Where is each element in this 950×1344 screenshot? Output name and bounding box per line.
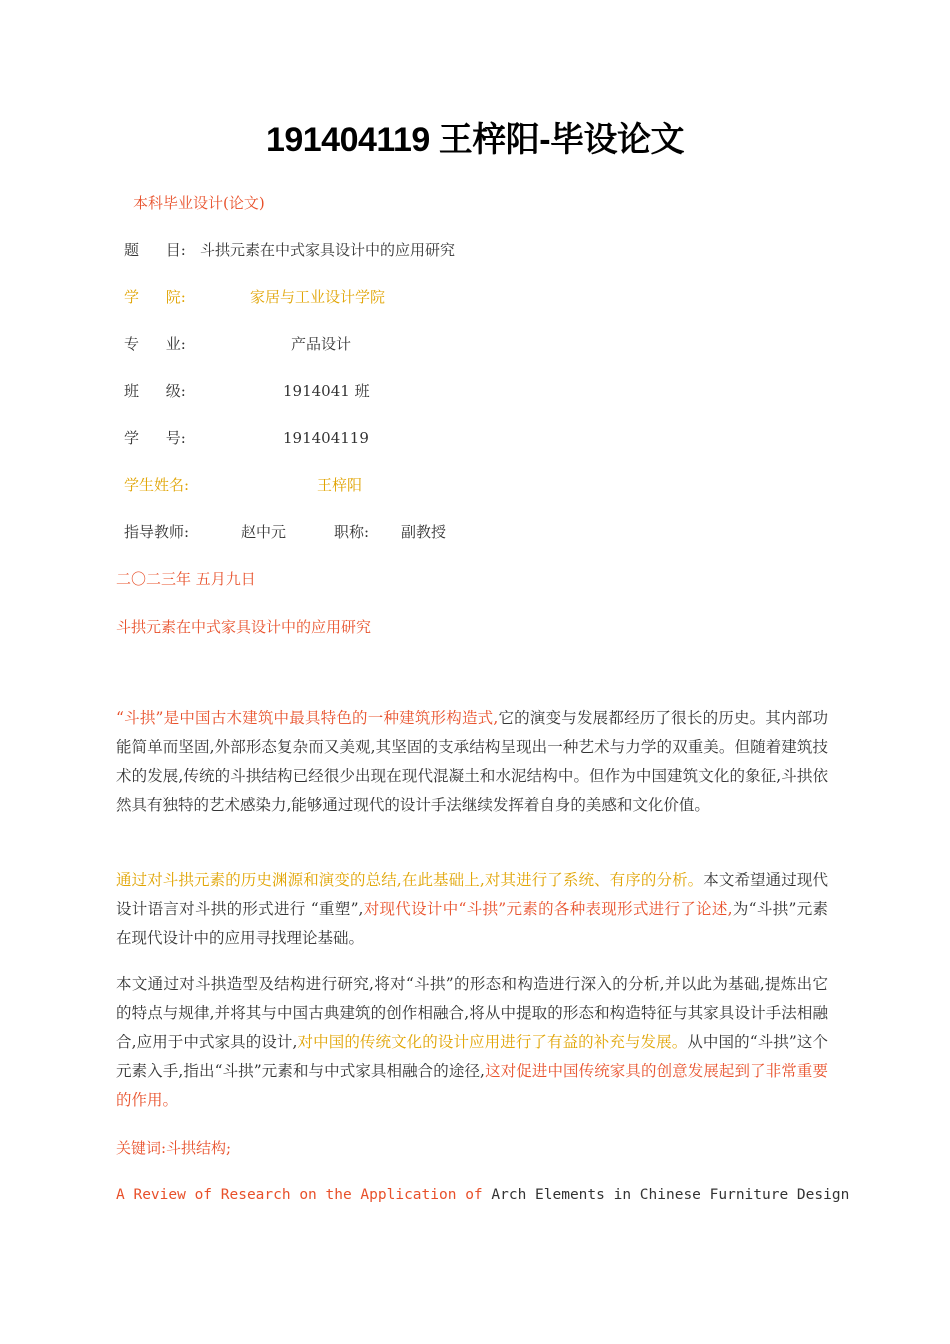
keywords: 关键词:斗拱结构;	[116, 1139, 232, 1157]
student-id-row	[124, 428, 369, 448]
document-title: 191404119 王梓阳-毕设论文	[265, 121, 685, 159]
rank-value: 副教授	[401, 523, 447, 541]
cover-heading: 本科毕业设计(论文)	[133, 194, 265, 212]
abstract-paragraph-1	[116, 704, 828, 820]
student-id-value: 191404119	[283, 429, 369, 447]
abstract-paragraph-2	[116, 866, 828, 953]
college-value: 家居与工业设计学院	[250, 288, 386, 306]
student-name-label: 学生姓名:	[124, 476, 190, 494]
topic-row	[124, 240, 455, 260]
topic-label: 题 目:	[124, 241, 186, 259]
p1-highlight: “斗拱”是中国古木建筑中最具特色的一种建筑形构造式,	[116, 709, 499, 727]
p2-highlight-orange: 对现代设计中“斗拱”元素的各种表现形式进行了论述,	[363, 900, 733, 918]
class-row	[124, 381, 370, 401]
p3-highlight-orange: 这对促进中国传统家具的创意发展起到了非常重要的作用。	[116, 1062, 828, 1109]
p2-mid: 本文希望通过现代设计语言对斗拱的形式进行 “重塑”,	[116, 871, 828, 918]
english-title-part-1: A Review of Research on the Application of	[116, 1187, 483, 1203]
p3-start: 本文通过对斗拱造型及结构进行研究,将对“斗拱”的形态和构造进行深入的分析,并以此为基础,提炼出它的特点与规律,并将其与中国古典建筑的创作相融合,将从中提取的形态和构造特征与其家具设计手法相融合,应用于中式家具的设计,	[116, 975, 828, 1051]
college-row	[124, 287, 385, 307]
rank-label: 职称:	[334, 523, 370, 541]
major-row	[124, 334, 351, 354]
class-label: 班 级:	[124, 382, 186, 400]
english-title	[116, 1185, 849, 1205]
p1-rest: 它的演变与发展都经历了很长的历史。其内部功能简单而坚固,外部形态复杂而又美观,其坚固的支承结构呈现出一种艺术与力学的双重美。但随着建筑技术的发展,传统的斗拱结构已经很少出现在现代混凝土和水泥结构中。但作为中国建筑文化的象征,斗拱依然具有独特的艺术感染力,能够通过现代的设计手法继续发挥着自身的美感和文化价值。	[116, 709, 828, 814]
english-title-part-2: Arch Elements in Chinese Furniture Design	[482, 1187, 850, 1203]
college-label: 学 院:	[124, 288, 186, 306]
student-name-value: 王梓阳	[317, 476, 363, 494]
major-value: 产品设计	[291, 335, 352, 353]
abstract-paragraph-3	[116, 970, 828, 1115]
topic-value: 斗拱元素在中式家具设计中的应用研究	[200, 241, 456, 259]
advisor-label: 指导教师:	[124, 523, 190, 541]
p3-mid: 从中国的“斗拱”这个元素入手,指出“斗拱”元素和与中式家具相融合的途径,	[116, 1033, 828, 1080]
p3-highlight-gold: 对中国的传统文化的设计应用进行了有益的补充与发展。	[297, 1033, 688, 1051]
class-value: 1914041 班	[283, 382, 370, 400]
p2-rest: 为“斗拱”元素在现代设计中的应用寻找理论基础。	[116, 900, 828, 947]
student-name-row	[124, 475, 362, 495]
advisor-row	[124, 522, 446, 542]
student-id-label: 学 号:	[124, 429, 186, 447]
submission-date: 二〇二三年 五月九日	[116, 570, 256, 588]
abstract-title: 斗拱元素在中式家具设计中的应用研究	[116, 618, 372, 636]
p2-highlight-gold: 通过对斗拱元素的历史渊源和演变的总结,在此基础上,对其进行了系统、有序的分析。	[116, 871, 704, 889]
advisor-value: 赵中元	[241, 523, 287, 541]
major-label: 专 业:	[124, 335, 186, 353]
